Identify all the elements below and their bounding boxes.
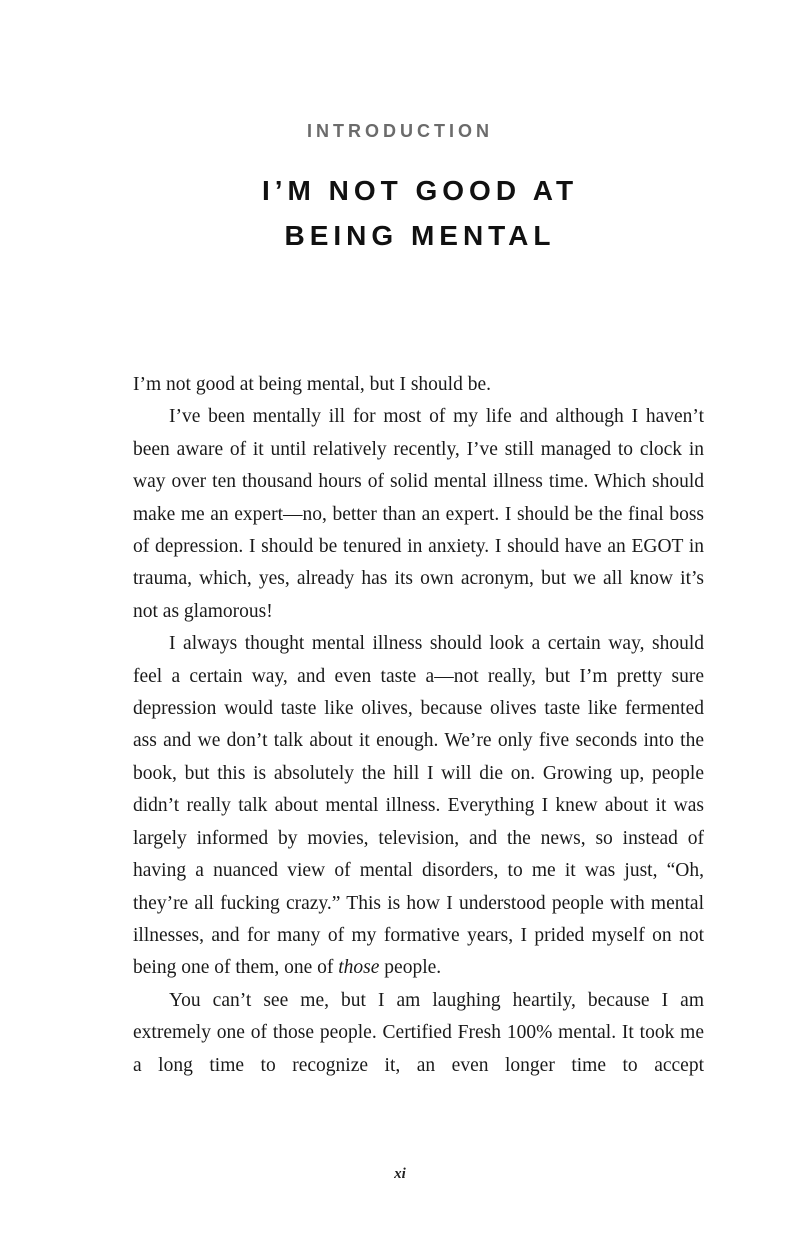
paragraph-3-main: I always thought mental illness should look a certain way, should feel a certain way, and even taste a—not really, but I’m pretty sure depression would taste like olives, because olives taste like fermented ass and we don’t talk about it enough. We’re only five seconds into the book, but this is absolutely the hill I will die on. Growing up, people didn’t really talk about mental illness. Everything I knew about it was largely informed by movies, television, and the news, so instead of having a nuanced view of mental disorders, to me it was just, “Oh, they’re all fucking crazy.” This is how I understood people with mental illnesses, and for many of my formative years, I prided myself on not being one of them, one of: [133, 633, 704, 979]
paragraph-3-end: people.: [384, 957, 442, 979]
chapter-title: [0, 168, 800, 258]
paragraph-1: I’m not good at being mental, but I should be.: [133, 374, 491, 395]
paragraph-2: I’ve been mentally ill for most of my life and although I haven’t been aware of it until relatively recently, I’ve still managed to clock in way over ten thousand hours of solid mental illness time. Which should make me an expert—no, better than an expert. I should be the final boss of depression. I should be tenured in anxiety. I should have an EGOT in trauma, which, yes, already has its own acronym, but we all know it’s not as glamorous!: [133, 406, 704, 622]
chapter-label: INTRODUCTION: [307, 121, 493, 141]
page-number: xi: [394, 1166, 406, 1182]
paragraph-4: You can’t see me, but I am laughing heartily, because I am extremely one of those people. Certified Fresh 100% mental. It took me a long time to recognize it, an even longer time to accept: [133, 989, 704, 1076]
paragraph-3-italic: those: [338, 957, 380, 979]
paragraph-3: [133, 628, 704, 984]
body-text: [133, 369, 704, 1082]
chapter-title-line-1: I’M NOT GOOD AT: [261, 175, 579, 206]
chapter-title-line-2: BEING MENTAL: [284, 220, 556, 251]
